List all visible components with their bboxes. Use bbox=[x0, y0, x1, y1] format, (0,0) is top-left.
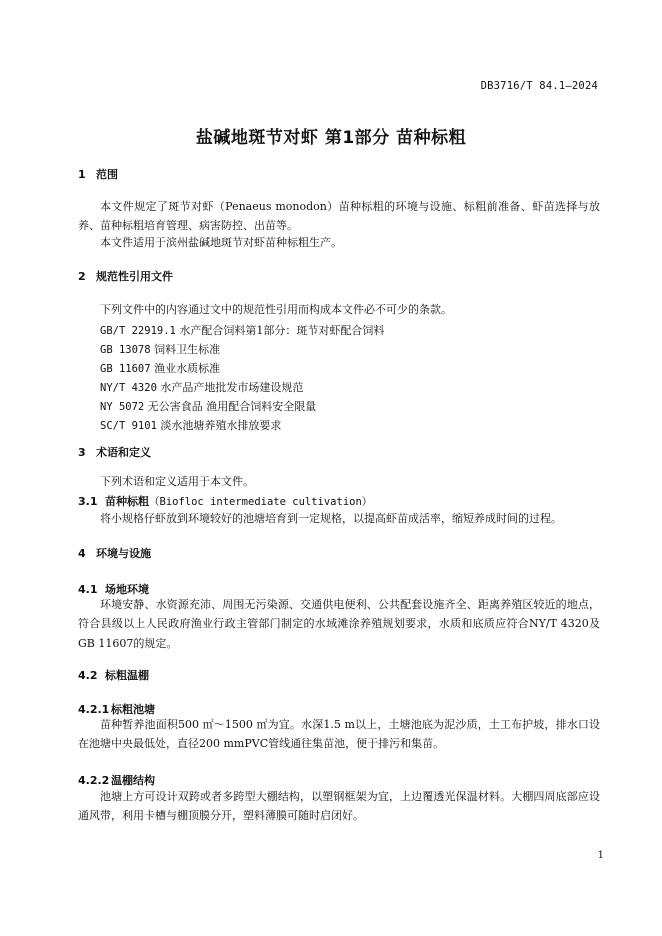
reference-code: SC/T 9101 bbox=[100, 420, 157, 432]
section-2-heading bbox=[78, 268, 173, 284]
subsection-title: 温棚结构 bbox=[111, 774, 155, 787]
reference-title: 水产配合饲料第1部分：斑节对虾配合饲料 bbox=[179, 324, 385, 337]
subsection-title: 标粗池塘 bbox=[111, 703, 155, 716]
reference-item bbox=[100, 379, 303, 395]
reference-code: NY/T 4320 bbox=[100, 382, 157, 394]
section-title: 术语和定义 bbox=[96, 446, 151, 459]
subsection-4-2-1-text: 苗种暂养池面积500 ㎡～1500 ㎡为宜。水深1.5 m以上，土塘池底为泥沙质，土工布护坡，排水口设在池塘中央最低处，直径200 mmPVC管线通往集苗池，便于排污和集苗。 bbox=[78, 718, 600, 751]
section-title: 范围 bbox=[96, 168, 118, 181]
section-4-heading bbox=[78, 545, 151, 561]
page-number: 1 bbox=[597, 850, 604, 861]
section-1-paragraph-1: 本文件规定了斑节对虾（Penaeus monodon）苗种标粗的环境与设施、标粗前准备、虾苗选择与放养、苗种标粗培育管理、病害防控、出苗等。 bbox=[78, 200, 600, 233]
reference-title: 渔业水质标准 bbox=[154, 362, 221, 375]
subsection-title: 标粗温棚 bbox=[105, 669, 149, 682]
reference-code: GB 11607 bbox=[100, 363, 151, 375]
reference-title: 淡水池塘养殖水排放要求 bbox=[160, 419, 282, 432]
section-3-heading bbox=[78, 444, 151, 460]
reference-item bbox=[100, 398, 316, 414]
reference-title: 无公害食品 渔用配合饲料安全限量 bbox=[147, 400, 317, 413]
section-number: 4 bbox=[78, 547, 86, 560]
reference-item bbox=[100, 322, 384, 338]
section-2-intro: 下列文件中的内容通过文中的规范性引用而构成本文件必不可少的条款。 bbox=[100, 303, 452, 316]
standard-code: DB3716/T 84.1—2024 bbox=[480, 80, 598, 92]
reference-code: GB/T 22919.1 bbox=[100, 325, 176, 337]
section-number: 1 bbox=[78, 168, 86, 181]
section-number: 3 bbox=[78, 446, 86, 459]
term-heading bbox=[78, 493, 372, 509]
reference-title: 饲料卫生标准 bbox=[154, 343, 221, 356]
subsection-4-1-text: 环境安静、水资源充沛、周围无污染源、交通供电便利、公共配套设施齐全、距离养殖区较近的地点，符合县级以上人民政府渔业行政主管部门制定的水域滩涂养殖规划要求，水质和底质应符合NY/T 4320及GB 11607的规定。 bbox=[78, 598, 600, 650]
term-number: 3.1 bbox=[78, 495, 98, 508]
term-definition: 将小规格仔虾放到环境较好的池塘培育到一定规格，以提高虾苗成活率，缩短养成时间的过程。 bbox=[100, 512, 562, 525]
reference-item bbox=[100, 417, 281, 433]
subsection-4-2-heading bbox=[78, 667, 149, 683]
section-number: 2 bbox=[78, 270, 86, 283]
subsection-number: 4.2.2 bbox=[78, 774, 110, 787]
document-title: 盐碱地斑节对虾 第1部分 苗种标粗 bbox=[195, 128, 467, 148]
section-1-heading bbox=[78, 166, 118, 182]
subsection-title: 场地环境 bbox=[105, 583, 149, 596]
term-chinese: 苗种标粗 bbox=[105, 495, 149, 508]
reference-title: 水产品产地批发市场建设规范 bbox=[160, 381, 304, 394]
section-3-intro: 下列术语和定义适用于本文件。 bbox=[100, 475, 254, 488]
reference-item bbox=[100, 360, 220, 376]
reference-code: GB 13078 bbox=[100, 344, 151, 356]
section-1-paragraph-2: 本文件适用于滨州盐碱地斑节对虾苗种标粗生产。 bbox=[100, 236, 342, 249]
term-english: （Biofloc intermediate cultivation） bbox=[149, 496, 373, 508]
subsection-4-2-2-heading bbox=[78, 772, 155, 788]
reference-code: NY 5072 bbox=[100, 401, 145, 413]
subsection-number: 4.2.1 bbox=[78, 703, 110, 716]
section-title: 规范性引用文件 bbox=[96, 270, 173, 283]
subsection-number: 4.1 bbox=[78, 583, 98, 596]
reference-item bbox=[100, 341, 220, 357]
section-title: 环境与设施 bbox=[96, 547, 151, 560]
subsection-4-2-2-text: 池塘上方可设计双跨或者多跨型大棚结构，以塑钢框架为宜，上边覆透光保温材料。大棚四周底部应设通风带，利用卡槽与棚顶膜分开，塑料薄膜可随时启闭好。 bbox=[78, 790, 600, 823]
subsection-number: 4.2 bbox=[78, 669, 98, 682]
